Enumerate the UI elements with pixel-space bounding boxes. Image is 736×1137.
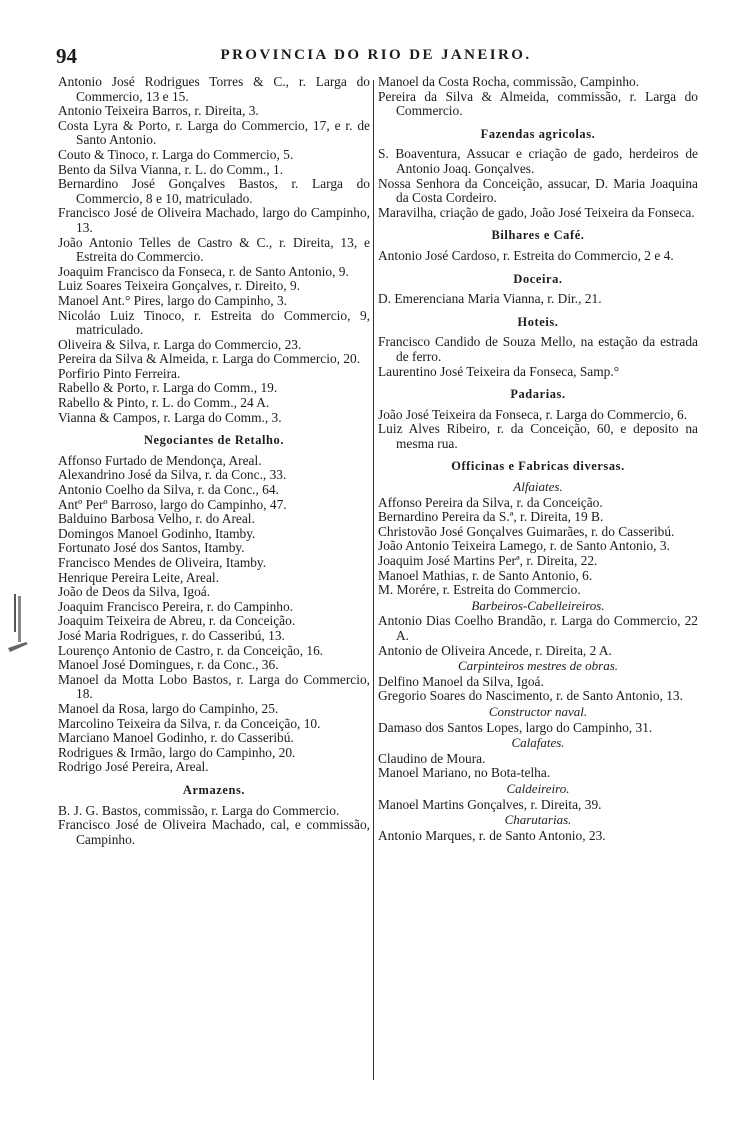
list-item: Lourenço Antonio de Castro, r. da Conceição, 16. xyxy=(58,642,324,658)
section-heading-doceira: Doceira. xyxy=(513,271,563,286)
retalho-list xyxy=(58,454,370,775)
list-item: Vianna & Campos, r. Larga do Comm., 3. xyxy=(58,409,282,425)
fazendas-list xyxy=(378,147,698,220)
list-item: Couto & Tinoco, r. Larga do Commercio, 5. xyxy=(58,146,294,162)
list-item: Antonio Dias Coelho Brandão, r. Larga do Commercio, 22 A. xyxy=(378,613,698,643)
list-item: Joaquim Francisco Pereira, r. do Campinho. xyxy=(58,598,294,614)
list-item: Francisco José de Oliveira Machado, largo do Campinho, 13. xyxy=(58,205,370,235)
list-item: Rabello & Pinto, r. L. do Comm., 24 A. xyxy=(58,395,270,411)
constructor-list xyxy=(378,721,698,736)
alfaiates-list xyxy=(378,496,698,598)
list-item: B. J. G. Bastos, commissão, r. Larga do Commercio. xyxy=(58,802,340,818)
bilhares-list xyxy=(378,249,698,264)
sub-heading-carpinteiros: Carpinteiros mestres de obras. xyxy=(457,658,619,674)
list-item: Henrique Pereira Leite, Areal. xyxy=(58,569,219,585)
list-item: Rabello & Porto, r. Larga do Comm., 19. xyxy=(58,380,278,396)
list-item: Pereira da Silva & Almeida, commissão, r. Larga do Commercio. xyxy=(378,88,698,119)
section-heading-padarias: Padarias. xyxy=(510,387,566,402)
list-item: Manoel José Domingues, r. da Conc., 36. xyxy=(58,657,279,673)
section-heading-fazendas: Fazendas agricolas. xyxy=(480,126,596,141)
list-item: Joaquim José Martins Perª, r. Direita, 22. xyxy=(378,553,598,569)
calafates-list xyxy=(378,752,698,781)
list-item: Joaquim Teixeira de Abreu, r. da Conceição. xyxy=(58,613,296,629)
page-header xyxy=(56,44,696,70)
list-item: Damaso dos Santos Lopes, largo do Campinho, 31. xyxy=(378,719,653,735)
list-item: Antonio de Oliveira Ancede, r. Direita, 2 A. xyxy=(378,642,612,658)
list-item: D. Emerenciana Maria Vianna, r. Dir., 21. xyxy=(378,291,602,307)
doceira-list xyxy=(378,292,698,307)
list-item: Antonio José Cardoso, r. Estreita do Commercio, 2 e 4. xyxy=(378,247,674,263)
barbeiros-list xyxy=(378,614,698,658)
list-item: Pereira da Silva & Almeida, r. Larga do Commercio, 20. xyxy=(58,351,361,367)
list-item: Nossa Senhora da Conceição, assucar, D. Maria Joaquina da Costa Cordeiro. xyxy=(378,175,698,206)
list-item: Rodrigo José Pereira, Areal. xyxy=(58,759,209,775)
list-item: Porfirio Pinto Ferreira. xyxy=(58,365,181,381)
right-column xyxy=(378,75,698,1125)
list-item: Antonio Teixeira Barros, r. Direita, 3. xyxy=(58,103,259,119)
caldeireiro-list xyxy=(378,798,698,813)
list-item: S. Boaventura, Assucar e criação de gado, herdeiros de Antonio Joaq. Gonçalves. xyxy=(378,146,698,176)
list-item: José Maria Rodrigues, r. do Casseribú, 13. xyxy=(58,627,285,643)
list-item: Antonio Marques, r. de Santo Antonio, 23. xyxy=(378,827,606,843)
list-item: Manoel Ant.° Pires, largo do Campinho, 3. xyxy=(58,292,288,308)
sub-heading-charutarias: Charutarias. xyxy=(504,812,572,828)
list-item: M. Morére, r. Estreita do Commercio. xyxy=(378,582,581,598)
sub-heading-barbeiros: Barbeiros-Cabelleireiros. xyxy=(471,597,605,613)
list-item: Bento da Silva Vianna, r. L. do Comm., 1. xyxy=(58,161,284,177)
margin-clip-mark xyxy=(6,592,32,654)
list-item: João José Teixeira da Fonseca, r. Larga do Commercio, 6. xyxy=(378,406,688,422)
hoteis-list xyxy=(378,335,698,379)
list-item: Manoel da Motta Lobo Bastos, r. Larga do Commercio, 18. xyxy=(58,671,370,702)
list-item: Francisco José de Oliveira Machado, cal, e commissão, Campinho. xyxy=(58,817,370,847)
sub-heading-constructor: Constructor naval. xyxy=(488,703,588,719)
list-item: Maravilha, criação de gado, João José Teixeira da Fonseca. xyxy=(378,204,695,220)
list-item: Balduino Barbosa Velho, r. do Areal. xyxy=(58,511,255,527)
list-item: Luiz Alves Ribeiro, r. da Conceição, 60, e deposito na mesma rua. xyxy=(378,421,698,451)
list-item: Nicoláo Luiz Tinoco, r. Estreita do Commercio, 9, matriculado. xyxy=(58,307,370,338)
armazens-list xyxy=(58,804,370,848)
list-item: Antonio Coelho da Silva, r. da Conc., 64. xyxy=(58,482,279,498)
list-item: Domingos Manoel Godinho, Itamby. xyxy=(58,525,256,541)
list-item: Oliveira & Silva, r. Larga do Commercio, 23. xyxy=(58,336,302,352)
list-item: Luiz Soares Teixeira Gonçalves, r. Direito, 9. xyxy=(58,278,301,294)
sub-heading-calafates: Calafates. xyxy=(511,735,565,751)
list-item: Christovão José Gonçalves Guimarães, r. do Casseribú. xyxy=(378,523,675,539)
sub-heading-caldeireiro: Caldeireiro. xyxy=(506,780,570,796)
list-item: Bernardino José Gonçalves Bastos, r. Larga do Commercio, 8 e 10, matriculado. xyxy=(58,176,370,206)
list-item: Affonso Pereira da Silva, r. da Conceição. xyxy=(378,494,603,510)
list-item: Marcolino Teixeira da Silva, r. da Conceição, 10. xyxy=(58,715,321,731)
list-item: Laurentino José Teixeira da Fonseca, Samp.° xyxy=(378,363,620,379)
list-item: Joaquim Francisco da Fonseca, r. de Santo Antonio, 9. xyxy=(58,263,349,279)
section-heading-officinas: Officinas e Fabricas diversas. xyxy=(451,459,625,474)
list-item: Manoel Martins Gonçalves, r. Direita, 39. xyxy=(378,796,602,812)
section-heading-retalho: Negociantes de Retalho. xyxy=(143,433,285,448)
list-item: Marciano Manoel Godinho, r. do Casseribú. xyxy=(58,730,294,746)
section-heading-bilhares: Bilhares e Café. xyxy=(491,228,585,243)
section-heading-hoteis: Hoteis. xyxy=(517,314,559,329)
list-item: Alexandrino José da Silva, r. da Conc., 33. xyxy=(58,467,287,483)
list-item: Francisco Mendes de Oliveira, Itamby. xyxy=(58,555,267,570)
list-item: Costa Lyra & Porto, r. Larga do Commercio, 17, e r. de Santo Antonio. xyxy=(58,117,370,148)
list-item: Manoel da Costa Rocha, commissão, Campinho. xyxy=(378,75,640,89)
section-heading-armazens: Armazens. xyxy=(182,782,246,797)
sub-heading-alfaiates: Alfaiates. xyxy=(513,479,563,495)
carpinteiros-list xyxy=(378,675,698,704)
list-item: João de Deos da Silva, Igoá. xyxy=(58,584,211,600)
padarias-list xyxy=(378,408,698,452)
commission-list xyxy=(378,75,698,119)
column-divider xyxy=(373,80,374,1080)
charutarias-list xyxy=(378,829,698,844)
list-item: Fortunato José dos Santos, Itamby. xyxy=(58,540,245,556)
list-item: Bernardino Pereira da S.ª, r. Direita, 19 B. xyxy=(378,509,604,525)
list-item: Antonio José Rodrigues Torres & C., r. Larga do Commercio, 13 e 15. xyxy=(58,75,370,104)
left-column xyxy=(58,75,370,1125)
list-item: Francisco Candido de Souza Mello, na estação da estrada de ferro. xyxy=(378,334,698,364)
list-item: Delfino Manoel da Silva, Igoá. xyxy=(378,673,544,689)
list-item: Affonso Furtado de Mendonça, Areal. xyxy=(58,452,262,468)
list-item: Gregorio Soares do Nascimento, r. de Santo Antonio, 13. xyxy=(378,688,683,704)
list-item: Manoel da Rosa, largo do Campinho, 25. xyxy=(58,700,279,716)
list-item: Manoel Mathias, r. de Santo Antonio, 6. xyxy=(378,567,593,583)
list-item: João Antonio Teixeira Lamego, r. de Santo Antonio, 3. xyxy=(378,538,670,554)
list-item: Claudino de Moura. xyxy=(378,750,486,766)
list-item: Antº Perº Barroso, largo do Campinho, 47. xyxy=(58,496,287,512)
commerce-list xyxy=(58,75,370,425)
list-item: Manoel Mariano, no Bota-telha. xyxy=(378,765,551,781)
list-item: João Antonio Telles de Castro & C., r. Direita, 13, e Estreita do Commercio. xyxy=(58,234,370,265)
page-number: 94 xyxy=(56,44,77,68)
list-item: Rodrigues & Irmão, largo do Campinho, 20. xyxy=(58,744,296,760)
page-title: PROVINCIA DO RIO DE JANEIRO. xyxy=(220,47,532,63)
